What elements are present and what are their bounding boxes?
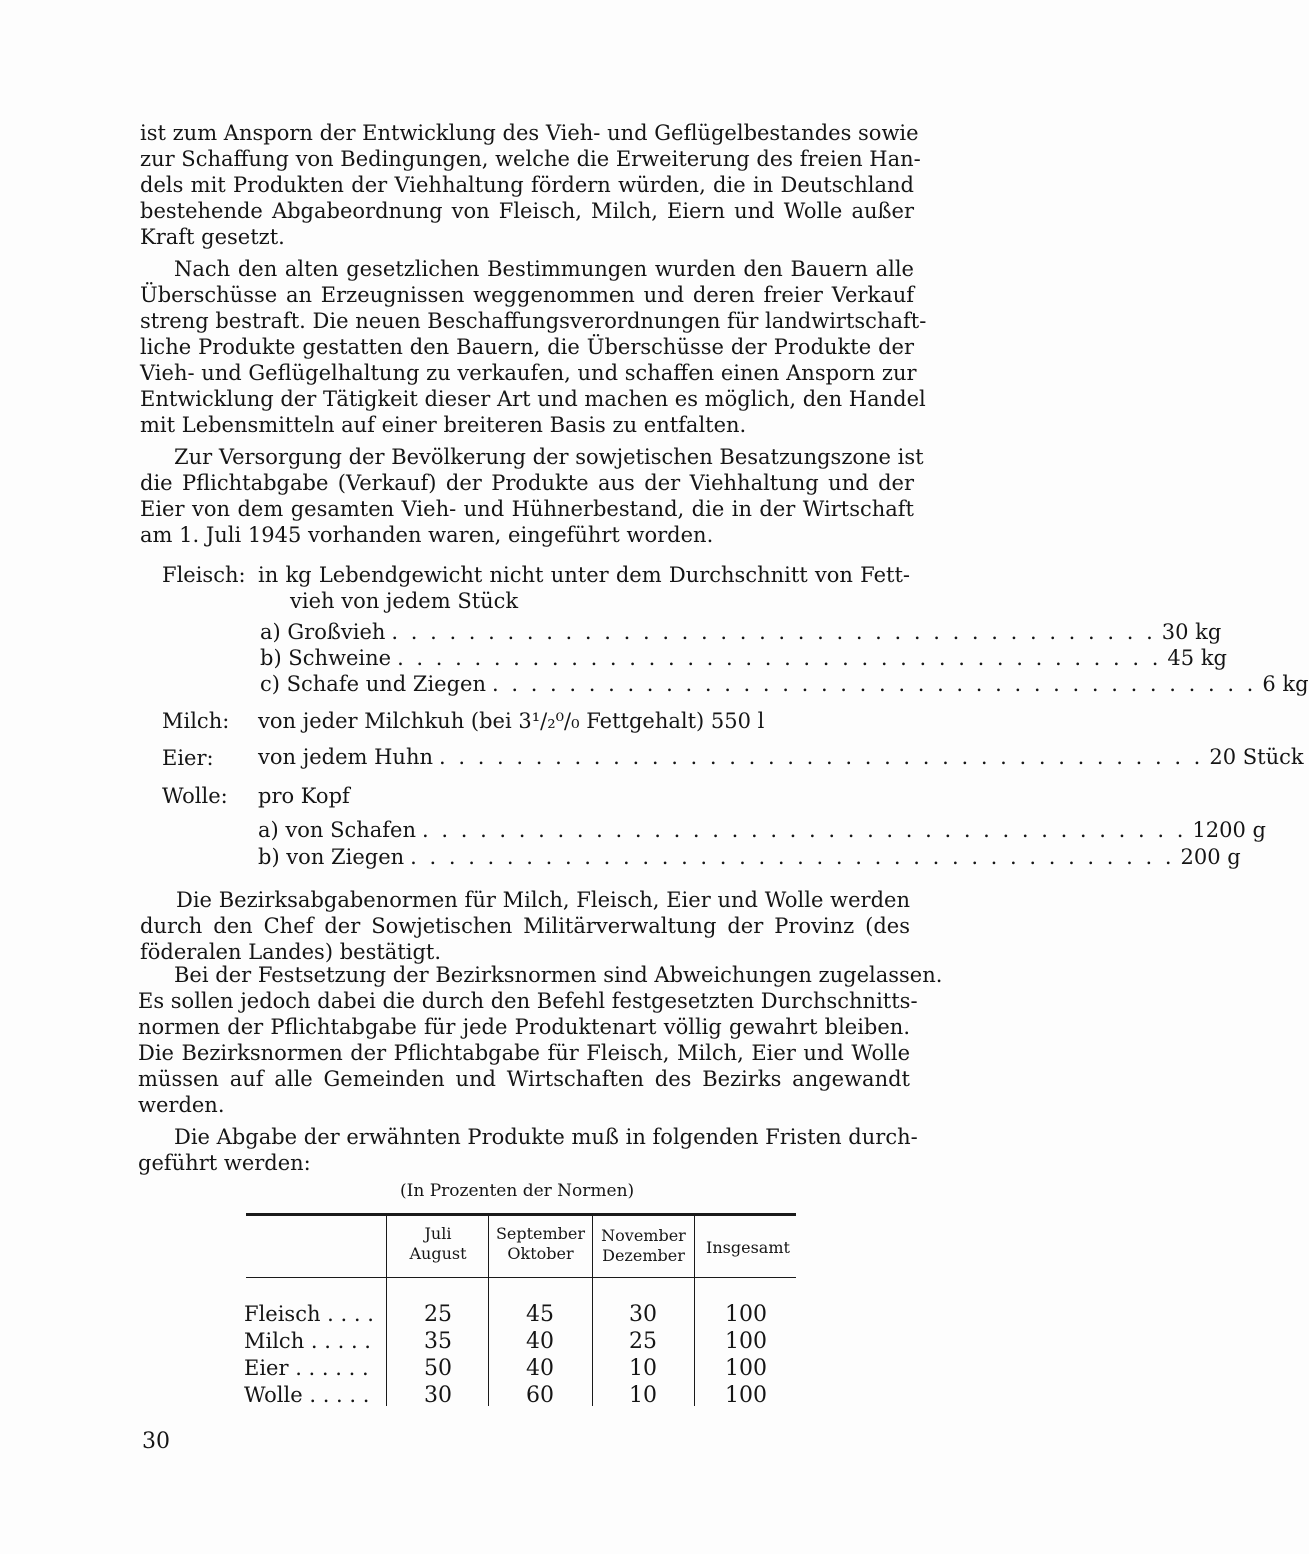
- text-line: Zur Versorgung der Bevölkerung der sowjetischen Besatzungszone ist: [174, 445, 924, 469]
- item-label: b) Schweine: [260, 646, 392, 670]
- text-line: die Pflichtabgabe (Verkauf) der Produkte aus der Viehhaltung und der: [140, 471, 914, 495]
- table-cell: 100: [725, 1356, 767, 1381]
- item-value: 20 Stück: [1209, 745, 1304, 769]
- item-value: 30 kg: [1161, 620, 1222, 644]
- paragraph-5: [138, 962, 943, 1118]
- fleisch-text: vieh von jedem Stück: [290, 589, 519, 613]
- header-line: Insgesamt: [706, 1238, 790, 1257]
- table-cell: 100: [725, 1302, 767, 1327]
- paragraph-1: [140, 120, 921, 250]
- table-cell: 30: [424, 1383, 452, 1408]
- table-cell: 50: [424, 1356, 452, 1381]
- text-line: Die Abgabe der erwähnten Produkte muß in folgenden Fristen durch-: [174, 1125, 918, 1149]
- text-line: Entwicklung der Tätigkeit dieser Art und machen es möglich, den Handel: [140, 387, 926, 411]
- text-line: müssen auf alle Gemeinden und Wirtschaften des Bezirks angewandt: [138, 1067, 910, 1091]
- table-row-label: Milch . . . . .: [244, 1329, 371, 1353]
- paragraph-6: [138, 1124, 918, 1176]
- text-line: durch den Chef der Sowjetischen Militärverwaltung der Provinz (des: [140, 914, 910, 938]
- table-cell: 40: [526, 1329, 554, 1354]
- text-line: streng bestraft. Die neuen Beschaffungsverordnungen für landwirtschaft-: [140, 309, 927, 333]
- text-line: mit Lebensmitteln auf einer breiteren Basis zu entfalten.: [140, 413, 747, 437]
- table-header-cell: [489, 1224, 592, 1264]
- wolle-item: [258, 818, 1266, 842]
- text-line: normen der Pflichtabgabe für jede Produktenart völlig gewahrt bleiben.: [138, 1015, 910, 1039]
- table-row-label: Wolle . . . . .: [244, 1383, 370, 1407]
- text-line: Bei der Festsetzung der Bezirksnormen sind Abweichungen zugelassen.: [174, 963, 943, 987]
- milch-text: von jeder Milchkuh (bei 3¹/₂⁰/₀ Fettgehalt) 550 l: [258, 709, 765, 733]
- paragraph-2: [140, 256, 927, 438]
- text-line: Die Bezirksabgabenormen für Milch, Fleisch, Eier und Wolle werden: [176, 888, 910, 912]
- eier-label: Eier:: [162, 746, 214, 770]
- table-cell: 35: [424, 1329, 452, 1354]
- header-line: September: [495, 1224, 586, 1243]
- table-cell: 25: [424, 1302, 452, 1327]
- table-cell: 40: [526, 1356, 554, 1381]
- item-value: 1200 g: [1192, 818, 1266, 842]
- leader-dots: . . . . . . . . . . . . . . . . . . . . . . . . . . . . . . . . . . . . . . . .: [397, 646, 1162, 670]
- item-value: 45 kg: [1167, 646, 1227, 670]
- table-cell: 45: [526, 1302, 554, 1327]
- text-line: dels mit Produkten der Viehhaltung fördern würden, die in Deutschland: [140, 173, 914, 197]
- table-header-cell: [593, 1226, 694, 1266]
- table-cell: 10: [629, 1356, 657, 1381]
- milch-label: Milch:: [162, 709, 230, 733]
- fleisch-item: [260, 620, 1222, 644]
- table-header-cell: [695, 1238, 801, 1258]
- text-line: bestehende Abgabeordnung von Fleisch, Milch, Eiern und Wolle außer: [140, 199, 914, 223]
- leader-dots: . . . . . . . . . . . . . . . . . . . . . . . . . . . . . . . . . . . . . . . .: [391, 620, 1156, 644]
- table-caption: (In Prozenten der Normen): [400, 1181, 635, 1201]
- item-label: von jedem Huhn: [258, 745, 433, 769]
- table-header-cell: [388, 1224, 488, 1264]
- table-cell: 60: [526, 1383, 554, 1408]
- table-cell: 100: [725, 1329, 767, 1354]
- header-line: Dezember: [602, 1246, 685, 1265]
- text-line: föderalen Landes) bestätigt.: [140, 940, 442, 964]
- leader-dots: . . . . . . . . . . . . . . . . . . . . . . . . . . . . . . . . . . . . . . . .: [492, 672, 1257, 696]
- wolle-text: pro Kopf: [258, 784, 350, 808]
- text-line: ist zum Ansporn der Entwicklung des Vieh- und Geflügelbestandes sowie: [140, 121, 919, 145]
- text-line: Nach den alten gesetzlichen Bestimmungen wurden den Bauern alle: [174, 257, 914, 281]
- table-column-rule: [386, 1216, 387, 1406]
- page-number: 30: [142, 1429, 170, 1454]
- text-line: Die Bezirksnormen der Pflichtabgabe für Fleisch, Milch, Eier und Wolle: [138, 1041, 910, 1065]
- text-line: am 1. Juli 1945 vorhanden waren, eingeführt worden.: [140, 523, 714, 547]
- wolle-item: [258, 845, 1241, 869]
- table-cell: 100: [725, 1383, 767, 1408]
- wolle-label: Wolle:: [162, 784, 228, 808]
- leader-dots: . . . . . . . . . . . . . . . . . . . . . . . . . . . . . . . . . . . . . . . .: [422, 818, 1187, 842]
- leader-dots: . . . . . . . . . . . . . . . . . . . . . . . . . . . . . . . . . . . . . . . .: [410, 845, 1175, 869]
- text-line: Kraft gesetzt.: [140, 225, 285, 249]
- text-line: liche Produkte gestatten den Bauern, die Überschüsse der Produkte der: [140, 335, 914, 359]
- fleisch-text: in kg Lebendgewicht nicht unter dem Durchschnitt von Fett-: [258, 563, 910, 587]
- table-cell: 30: [629, 1302, 657, 1327]
- text-line: zur Schaffung von Bedingungen, welche die Erweiterung des freien Han-: [140, 147, 921, 171]
- item-label: a) von Schafen: [258, 818, 417, 842]
- fleisch-item: [260, 646, 1227, 670]
- leader-dots: . . . . . . . . . . . . . . . . . . . . . . . . . . . . . . . . . . . . . . . .: [439, 745, 1204, 769]
- table-cell: 25: [629, 1329, 657, 1354]
- paragraph-4: [140, 887, 910, 965]
- text-line: Es sollen jedoch dabei die durch den Befehl festgesetzten Durchschnitts-: [138, 989, 918, 1013]
- text-line: Eier von dem gesamten Vieh- und Hühnerbestand, die in der Wirtschaft: [140, 497, 914, 521]
- header-line: November: [601, 1226, 686, 1245]
- table-cell: 10: [629, 1383, 657, 1408]
- eier-item: [258, 745, 1304, 769]
- paragraph-3: [140, 444, 924, 548]
- text-line: Überschüsse an Erzeugnissen weggenommen und deren freier Verkauf: [140, 283, 914, 307]
- fleisch-label: Fleisch:: [162, 563, 246, 587]
- header-line: Oktober: [507, 1244, 574, 1263]
- header-line: Juli: [424, 1224, 452, 1243]
- table-top-rule: [246, 1213, 796, 1216]
- fleisch-item: [260, 672, 1309, 696]
- item-value: 200 g: [1180, 845, 1241, 869]
- table-row-label: Fleisch . . . .: [244, 1302, 374, 1326]
- text-line: geführt werden:: [138, 1151, 311, 1175]
- table-header-rule: [246, 1277, 796, 1278]
- item-label: c) Schafe und Ziegen: [260, 672, 486, 696]
- text-line: werden.: [138, 1093, 225, 1117]
- header-line: August: [409, 1244, 467, 1263]
- item-value: 6 kg: [1262, 672, 1309, 696]
- item-label: a) Großvieh: [260, 620, 386, 644]
- item-label: b) von Ziegen: [258, 845, 405, 869]
- text-line: Vieh- und Geflügelhaltung zu verkaufen, und schaffen einen Ansporn zur: [140, 361, 917, 385]
- table-row-label: Eier . . . . . .: [244, 1356, 369, 1380]
